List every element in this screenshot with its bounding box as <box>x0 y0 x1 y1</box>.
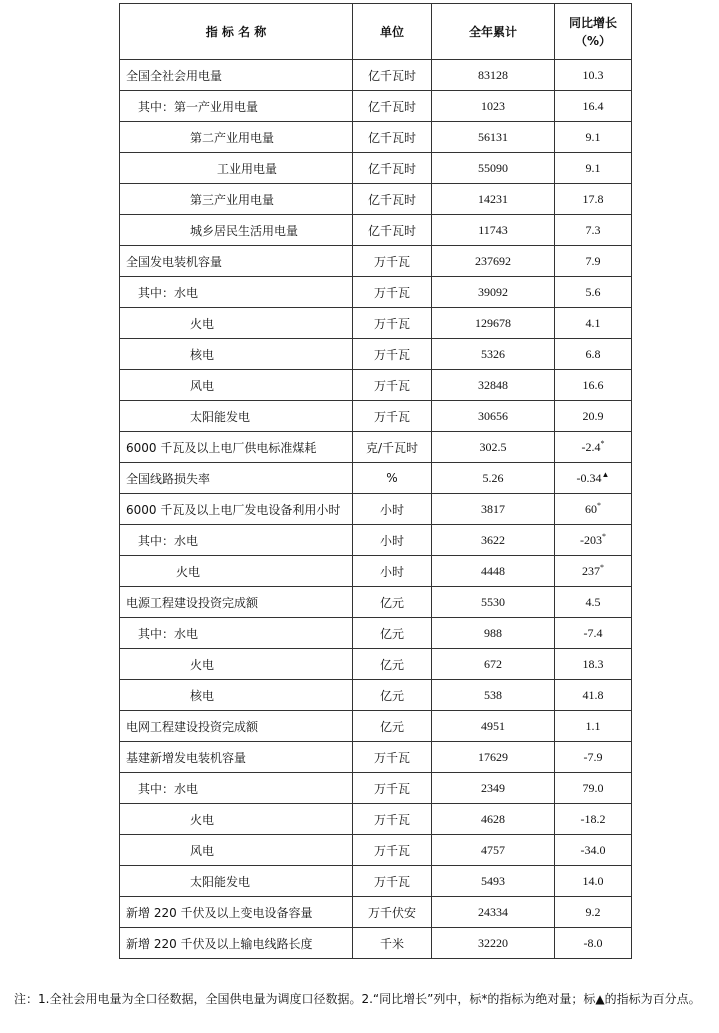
unit-cell: 万千瓦 <box>353 277 432 308</box>
growth-cell <box>555 308 632 339</box>
table-row <box>120 370 632 401</box>
table-footnote: 注：1.全社会用电量为全口径数据，全国供电量为调度口径数据。2.“同比增长”列中，标*的指标为绝对量；标▲的指标为百分点。 <box>14 992 701 1006</box>
table-row <box>120 804 632 835</box>
total-cell: 3817 <box>432 494 555 525</box>
growth-cell <box>555 804 632 835</box>
table-row <box>120 339 632 370</box>
unit-cell: 亿千瓦时 <box>353 153 432 184</box>
table-header-row <box>120 4 632 60</box>
growth-value: -18.2 <box>580 811 606 826</box>
indicator-name: 全国线路损失率 <box>120 463 353 494</box>
growth-value: 14.0 <box>582 873 604 888</box>
table-row <box>120 556 632 587</box>
header-yoy-growth <box>555 4 632 60</box>
growth-value: 16.6 <box>582 377 604 392</box>
table-row <box>120 432 632 463</box>
total-cell: 32220 <box>432 928 555 959</box>
unit-cell: 小时 <box>353 525 432 556</box>
growth-cell <box>555 525 632 556</box>
unit-cell: 万千瓦 <box>353 773 432 804</box>
unit-cell: 亿元 <box>353 649 432 680</box>
total-cell: 988 <box>432 618 555 649</box>
unit-cell: 亿元 <box>353 587 432 618</box>
total-cell: 83128 <box>432 60 555 91</box>
growth-cell <box>555 277 632 308</box>
unit-cell: 万千瓦 <box>353 308 432 339</box>
table-row <box>120 742 632 773</box>
indicator-name: 核电 <box>120 680 353 711</box>
unit-cell: 万千瓦 <box>353 866 432 897</box>
total-cell: 14231 <box>432 184 555 215</box>
growth-cell <box>555 60 632 91</box>
growth-value: 9.1 <box>585 129 601 144</box>
indicator-name: 工业用电量 <box>120 153 353 184</box>
growth-cell <box>555 711 632 742</box>
unit-cell: 亿千瓦时 <box>353 122 432 153</box>
total-cell: 129678 <box>432 308 555 339</box>
indicator-name: 其中：水电 <box>120 277 353 308</box>
total-cell: 39092 <box>432 277 555 308</box>
growth-cell <box>555 928 632 959</box>
growth-cell <box>555 215 632 246</box>
indicator-name: 太阳能发电 <box>120 866 353 897</box>
indicator-name: 6000 千瓦及以上电厂发电设备利用小时 <box>120 494 353 525</box>
unit-cell: % <box>353 463 432 494</box>
growth-mark: * <box>600 438 605 448</box>
growth-cell <box>555 773 632 804</box>
indicator-name: 其中：水电 <box>120 773 353 804</box>
growth-cell <box>555 153 632 184</box>
table-row <box>120 215 632 246</box>
growth-cell <box>555 401 632 432</box>
table-row <box>120 897 632 928</box>
header-yoy-growth-title: 同比增长 <box>568 15 617 30</box>
total-cell: 2349 <box>432 773 555 804</box>
indicator-name: 城乡居民生活用电量 <box>120 215 353 246</box>
indicator-name: 火电 <box>120 649 353 680</box>
total-cell: 3622 <box>432 525 555 556</box>
indicator-name: 第二产业用电量 <box>120 122 353 153</box>
table-row <box>120 153 632 184</box>
header-yoy-growth-unit: （%） <box>574 33 612 48</box>
table-row <box>120 587 632 618</box>
total-cell: 5530 <box>432 587 555 618</box>
growth-value: -8.0 <box>583 935 603 950</box>
total-cell: 4757 <box>432 835 555 866</box>
indicator-name: 新增 220 千伏及以上输电线路长度 <box>120 928 353 959</box>
indicator-name: 6000 千瓦及以上电厂供电标准煤耗 <box>120 432 353 463</box>
unit-cell: 万千瓦 <box>353 370 432 401</box>
growth-value: 4.5 <box>585 594 601 609</box>
total-cell: 672 <box>432 649 555 680</box>
indicator-name: 电源工程建设投资完成额 <box>120 587 353 618</box>
unit-cell: 亿元 <box>353 680 432 711</box>
unit-cell: 万千瓦 <box>353 401 432 432</box>
indicator-name: 太阳能发电 <box>120 401 353 432</box>
total-cell: 56131 <box>432 122 555 153</box>
growth-cell <box>555 122 632 153</box>
growth-mark: * <box>600 562 604 572</box>
indicator-name: 风电 <box>120 835 353 866</box>
total-cell: 237692 <box>432 246 555 277</box>
total-cell: 5.26 <box>432 463 555 494</box>
unit-cell: 万千瓦 <box>353 339 432 370</box>
total-cell: 5493 <box>432 866 555 897</box>
indicator-name: 火电 <box>120 308 353 339</box>
unit-cell: 万千伏安 <box>353 897 432 928</box>
growth-cell <box>555 587 632 618</box>
growth-value: 79.0 <box>582 780 604 795</box>
growth-value: -0.34 <box>576 470 602 485</box>
table-row <box>120 277 632 308</box>
indicator-name: 火电 <box>120 804 353 835</box>
growth-cell <box>555 91 632 122</box>
table-row <box>120 246 632 277</box>
unit-cell: 克/千瓦时 <box>353 432 432 463</box>
table-row <box>120 60 632 91</box>
table-row <box>120 835 632 866</box>
total-cell: 4951 <box>432 711 555 742</box>
growth-cell <box>555 618 632 649</box>
indicator-name: 全国发电装机容量 <box>120 246 353 277</box>
growth-value: -2.4 <box>581 439 601 454</box>
unit-cell: 万千瓦 <box>353 804 432 835</box>
table-row <box>120 308 632 339</box>
indicator-name: 火电 <box>120 556 353 587</box>
indicator-name: 核电 <box>120 339 353 370</box>
table-row <box>120 525 632 556</box>
total-cell: 302.5 <box>432 432 555 463</box>
table-row <box>120 184 632 215</box>
table-row <box>120 494 632 525</box>
indicator-name: 电网工程建设投资完成额 <box>120 711 353 742</box>
unit-cell: 亿元 <box>353 711 432 742</box>
growth-value: 16.4 <box>582 98 604 113</box>
total-cell: 17629 <box>432 742 555 773</box>
unit-cell: 亿千瓦时 <box>353 91 432 122</box>
growth-value: 5.6 <box>585 284 601 299</box>
total-cell: 4448 <box>432 556 555 587</box>
total-cell: 538 <box>432 680 555 711</box>
growth-cell <box>555 556 632 587</box>
growth-value: -203 <box>580 532 602 547</box>
growth-mark: ▲ <box>601 469 610 479</box>
table-row <box>120 866 632 897</box>
table-body <box>120 60 632 959</box>
table-row <box>120 463 632 494</box>
growth-cell <box>555 463 632 494</box>
growth-value: 9.2 <box>585 904 601 919</box>
total-cell: 4628 <box>432 804 555 835</box>
unit-cell: 亿千瓦时 <box>353 215 432 246</box>
indicator-name: 第三产业用电量 <box>120 184 353 215</box>
total-cell: 11743 <box>432 215 555 246</box>
unit-cell: 亿千瓦时 <box>353 60 432 91</box>
header-annual-total: 全年累计 <box>432 4 555 60</box>
growth-mark: * <box>602 531 606 541</box>
growth-value: 17.8 <box>582 191 604 206</box>
total-cell: 24334 <box>432 897 555 928</box>
growth-cell <box>555 742 632 773</box>
growth-value: 20.9 <box>582 408 604 423</box>
growth-cell <box>555 649 632 680</box>
indicator-name: 新增 220 千伏及以上变电设备容量 <box>120 897 353 928</box>
unit-cell: 亿元 <box>353 618 432 649</box>
growth-value: 60 <box>585 501 597 516</box>
growth-cell <box>555 897 632 928</box>
growth-value: 41.8 <box>582 687 604 702</box>
indicator-name: 其中：水电 <box>120 618 353 649</box>
table-row <box>120 928 632 959</box>
table-row <box>120 122 632 153</box>
growth-value: -7.4 <box>583 625 603 640</box>
indicator-name: 其中：第一产业用电量 <box>120 91 353 122</box>
table-row <box>120 711 632 742</box>
total-cell: 30656 <box>432 401 555 432</box>
growth-value: 1.1 <box>585 718 601 733</box>
table-row <box>120 773 632 804</box>
table-row <box>120 401 632 432</box>
growth-value: 7.9 <box>585 253 601 268</box>
growth-value: 9.1 <box>585 160 601 175</box>
unit-cell: 亿千瓦时 <box>353 184 432 215</box>
unit-cell: 万千瓦 <box>353 742 432 773</box>
unit-cell: 千米 <box>353 928 432 959</box>
growth-value: -34.0 <box>580 842 606 857</box>
header-unit: 单位 <box>353 4 432 60</box>
header-indicator-name: 指 标 名 称 <box>120 4 353 60</box>
growth-cell <box>555 494 632 525</box>
indicator-name: 基建新增发电装机容量 <box>120 742 353 773</box>
growth-value: 7.3 <box>585 222 601 237</box>
table-row <box>120 680 632 711</box>
growth-value: 4.1 <box>585 315 601 330</box>
growth-cell <box>555 246 632 277</box>
total-cell: 1023 <box>432 91 555 122</box>
growth-value: -7.9 <box>583 749 603 764</box>
growth-cell <box>555 680 632 711</box>
table-row <box>120 91 632 122</box>
indicator-name: 全国全社会用电量 <box>120 60 353 91</box>
table-row <box>120 649 632 680</box>
total-cell: 32848 <box>432 370 555 401</box>
statistics-table-container <box>119 3 632 959</box>
growth-cell <box>555 866 632 897</box>
unit-cell: 小时 <box>353 556 432 587</box>
growth-value: 18.3 <box>582 656 604 671</box>
growth-mark: * <box>597 500 601 510</box>
unit-cell: 万千瓦 <box>353 835 432 866</box>
growth-value: 6.8 <box>585 346 601 361</box>
growth-cell <box>555 432 632 463</box>
growth-cell <box>555 370 632 401</box>
growth-value: 237 <box>582 563 600 578</box>
unit-cell: 小时 <box>353 494 432 525</box>
total-cell: 5326 <box>432 339 555 370</box>
unit-cell: 万千瓦 <box>353 246 432 277</box>
growth-cell <box>555 339 632 370</box>
indicator-name: 其中：水电 <box>120 525 353 556</box>
electricity-statistics-table <box>119 3 632 959</box>
indicator-name: 风电 <box>120 370 353 401</box>
growth-cell <box>555 835 632 866</box>
growth-value: 10.3 <box>582 67 604 82</box>
growth-cell <box>555 184 632 215</box>
total-cell: 55090 <box>432 153 555 184</box>
table-row <box>120 618 632 649</box>
